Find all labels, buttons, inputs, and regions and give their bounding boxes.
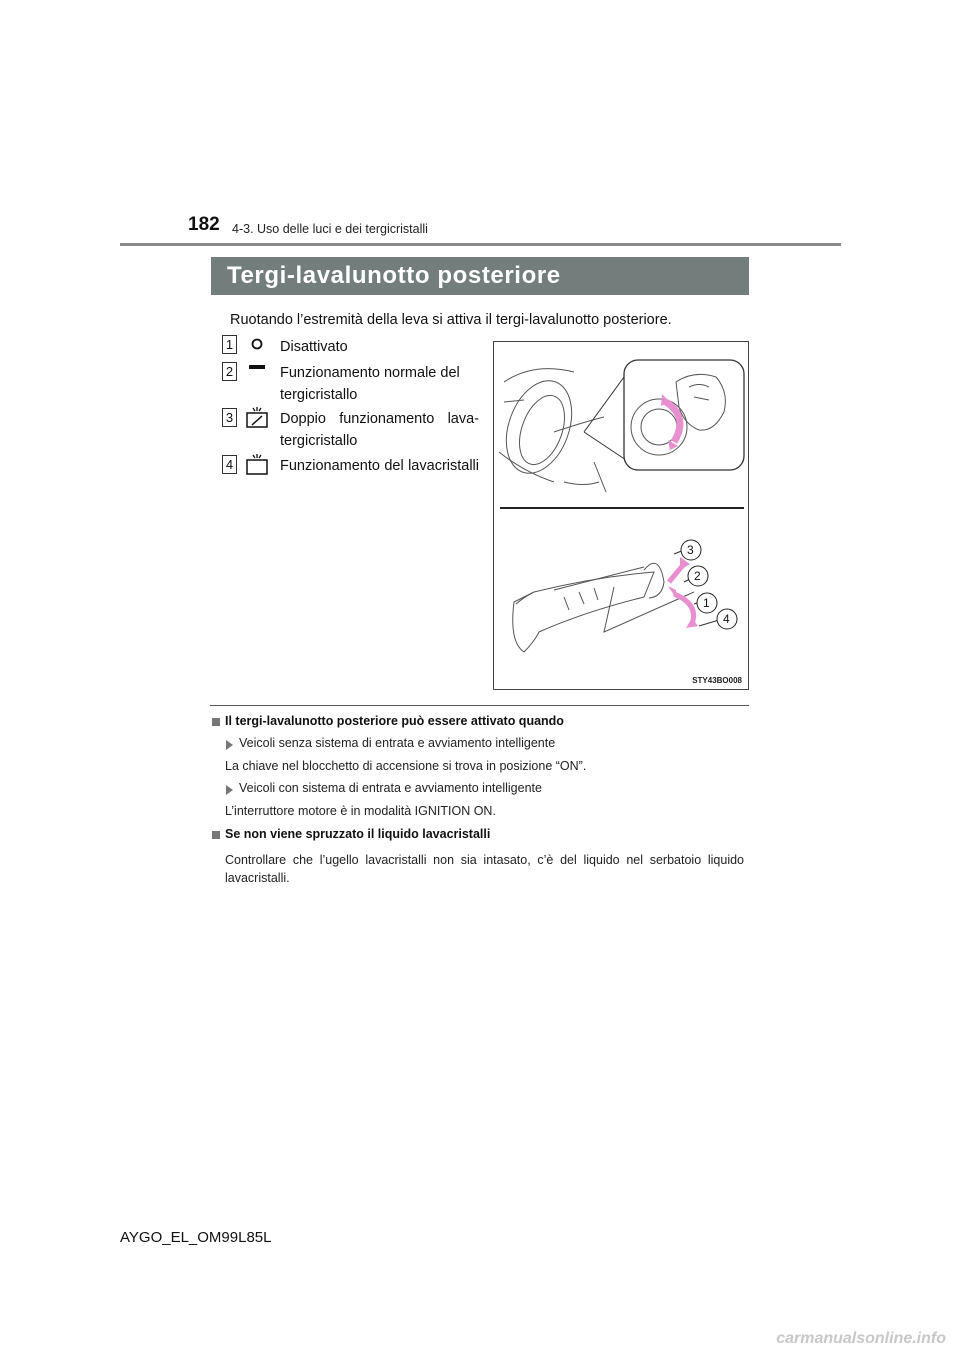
wiper-lever-figure (493, 341, 749, 690)
footer-doc-code: AYGO_EL_OM99L85L (120, 1229, 272, 1246)
item-label-2: Funzionamento normale del tergicristallo (280, 365, 460, 403)
arrow-bullet-icon (226, 785, 233, 795)
callout-4: 4 (723, 612, 730, 626)
callout-2: 2 (694, 569, 701, 583)
item-number-1: 1 (222, 335, 237, 354)
item-number-2: 2 (222, 362, 237, 381)
watermark: carmanualsonline.info (776, 1330, 946, 1347)
breadcrumb: 4-3. Uso delle luci e dei tergicristalli (232, 222, 428, 236)
item-number-4: 4 (222, 455, 237, 474)
figure-code: STY43BO008 (692, 676, 742, 685)
item-label-3: Doppio funzionamento lava-tergicristallo (280, 411, 479, 449)
off-circle-icon (250, 337, 264, 351)
note-bullet (212, 718, 220, 726)
condition-1: Veicoli senza sistema di entrata e avviamento intelligente (239, 736, 556, 750)
section-divider (210, 705, 749, 706)
wiper-washer-icon (244, 405, 270, 429)
header-rule (120, 243, 841, 246)
washer-icon (244, 452, 270, 476)
lever-illustration (494, 342, 750, 691)
section-title: Tergi-lavalunotto posteriore (211, 257, 749, 295)
note-heading-2: Se non viene spruzzato il liquido lavacristalli (225, 827, 491, 841)
item-number-3: 3 (222, 408, 237, 427)
condition-2: Veicoli con sistema di entrata e avviamento intelligente (239, 781, 542, 795)
section-intro: Ruotando l’estremità della leva si attiva il tergi-lavalunotto posteriore. (230, 312, 672, 328)
condition-2-text: L’interruttore motore è in modalità IGNITION ON. (225, 804, 496, 818)
note-text-2: Controllare che l’ugello lavacristalli non sia intasato, c’è del liquido nel serbatoio liquido lavacristalli. (225, 853, 744, 885)
page-number: 182 (188, 214, 220, 235)
bar-icon (248, 362, 266, 372)
arrow-bullet-icon (226, 740, 233, 750)
item-label-4: Funzionamento del lavacristalli (280, 458, 479, 474)
callout-1: 1 (703, 596, 710, 610)
item-label-1: Disattivato (280, 339, 348, 355)
note-heading-1: Il tergi-lavalunotto posteriore può essere attivato quando (225, 714, 564, 728)
callout-3: 3 (687, 543, 694, 557)
condition-1-text: La chiave nel blocchetto di accensione si trova in posizione “ON”. (225, 759, 587, 773)
note-bullet (212, 831, 220, 839)
